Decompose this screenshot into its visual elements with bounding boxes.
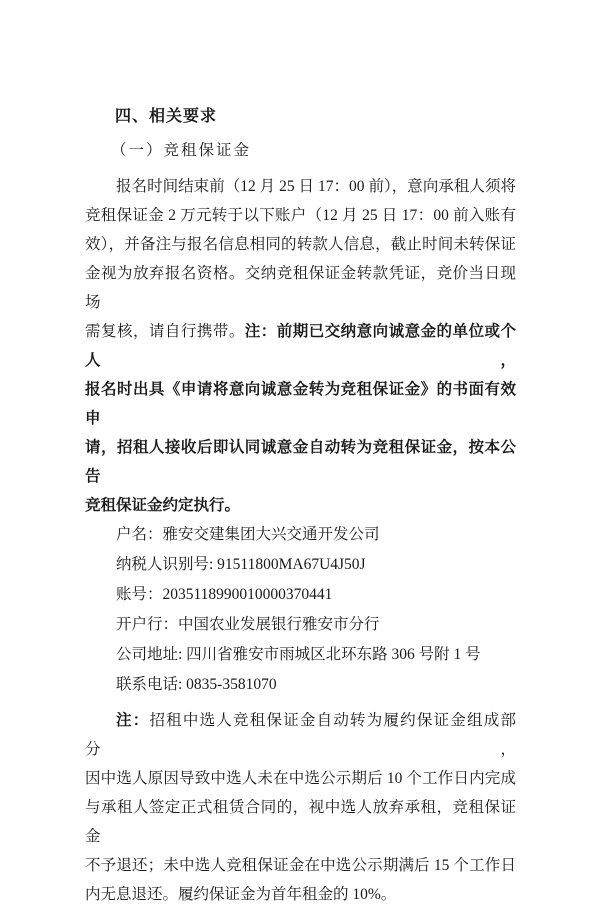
text-line: 报名时出具《申请将意向诚意金转为竞租保证金》的书面有效申 — [85, 381, 516, 427]
section-heading: 四、相关要求 — [115, 108, 218, 125]
text-line: 因中选人原因导致中选人未在中选公示期后 10 个工作日内完成 — [85, 770, 516, 787]
contact-phone-line: 联系电话: 0835-3581070 — [116, 676, 277, 693]
text-run: 招租中选人竞租保证金自动转为履约保证金组成部分， — [85, 712, 516, 758]
text-line: 内无息退还。履约保证金为首年租金的 10%。 — [85, 886, 397, 903]
note-paragraph — [85, 706, 516, 909]
text-line: 竞租保证金 2 万元转于以下账户（12 月 25 日 17：00 前入账有 — [85, 207, 516, 224]
text-line — [85, 317, 516, 375]
text-line: 与承租人签定正式租赁合同的，视中选人放弃承租，竞租保证金 — [85, 799, 516, 845]
bank-account-info — [85, 520, 516, 700]
text-line: 竞租保证金约定执行。 — [85, 497, 241, 514]
company-address-line: 公司地址: 四川省雅安市雨城区北环东路 306 号附 1 号 — [116, 646, 481, 663]
deposit-terms-paragraph — [85, 172, 516, 520]
text-line: 效），并备注与报名信息相同的转款人信息，截止时间未转保证 — [85, 236, 516, 253]
text-line — [85, 706, 516, 764]
account-holder-line: 户名：雅安交建集团大兴交通开发公司 — [116, 526, 380, 543]
note-label: 注： — [116, 712, 150, 729]
account-number-line: 账号：2035118990010000370441 — [116, 586, 333, 603]
taxpayer-id-line: 纳税人识别号: 91511800MA67U4J50J — [116, 556, 366, 573]
bank-name-line: 开户行：中国农业发展银行雅安市分行 — [116, 616, 380, 633]
text-line: 金视为放弃报名资格。交纳竞租保证金转款凭证，竞价当日现场 — [85, 265, 516, 311]
text-line: 请，招租人接收后即认同诚意金自动转为竞租保证金，按本公告 — [85, 439, 516, 485]
text-line: 不予退还；未中选人竞租保证金在中选公示期满后 15 个工作日 — [85, 857, 516, 874]
text-run-bold: 注：前期已交纳意向诚意金的单位或个人， — [85, 323, 516, 369]
subsection-heading: （一）竞租保证金 — [111, 142, 252, 159]
text-line: 报名时间结束前（12 月 25 日 17：00 前），意向承租人须将 — [116, 178, 516, 195]
text-run: 需复核，请自行携带。 — [85, 323, 245, 340]
